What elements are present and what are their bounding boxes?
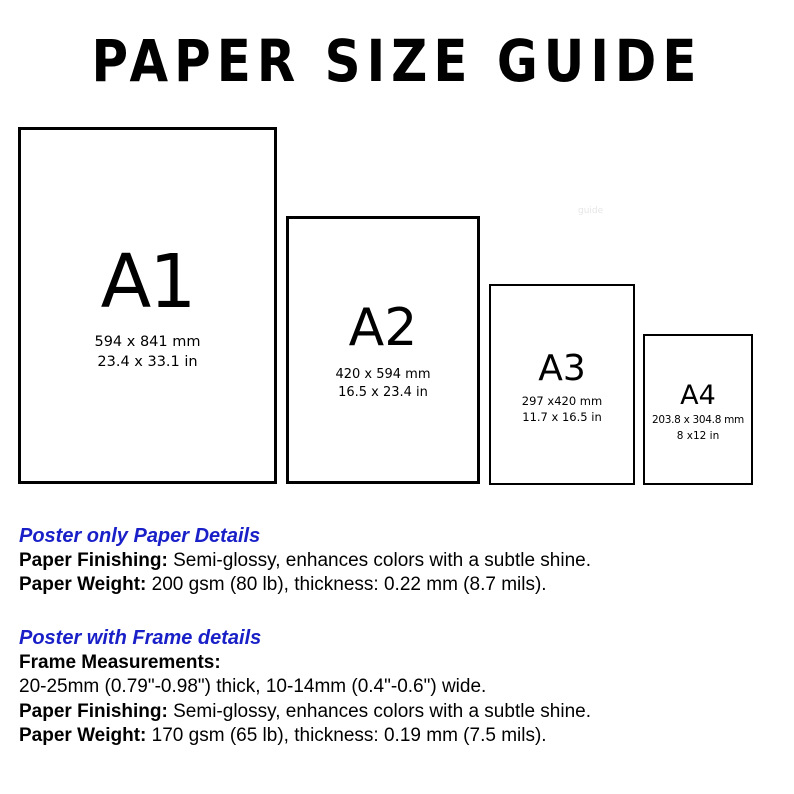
- size-metric-a2: 420 x 594 mm: [335, 367, 431, 382]
- weight-label: Paper Weight:: [19, 725, 147, 746]
- poster-only-heading: Poster only Paper Details: [19, 525, 261, 547]
- size-name-a4: A4: [680, 380, 716, 411]
- paper-size-a3: [489, 284, 635, 485]
- finishing-label: Paper Finishing:: [19, 700, 168, 722]
- size-name-a1: A1: [100, 239, 195, 325]
- size-name-a2: A2: [348, 298, 418, 358]
- finishing-value: Semi-glossy, enhances colors with a subtle shine.: [167, 700, 591, 722]
- paper-size-a2: [286, 216, 480, 484]
- poster-only-finishing: [19, 549, 789, 574]
- size-metric-a1: 594 x 841 mm: [94, 334, 201, 350]
- poster-frame-details: [19, 626, 789, 749]
- weight-value: 170 gsm (65 lb), thickness: 0.19 mm (7.5 mils).: [146, 725, 547, 746]
- size-imperial-a1: 23.4 x 33.1 in: [97, 354, 198, 370]
- paper-size-a1: [18, 127, 277, 484]
- size-name-a3: A3: [538, 348, 586, 389]
- poster-frame-finishing: [19, 700, 789, 725]
- poster-frame-weight: [19, 724, 789, 749]
- poster-only-weight: [19, 573, 789, 598]
- size-imperial-a2: 16.5 x 23.4 in: [338, 385, 428, 400]
- size-imperial-a4: 8 x12 in: [676, 430, 720, 442]
- poster-frame-heading: Poster with Frame details: [19, 627, 262, 649]
- paper-size-a4: [643, 334, 753, 485]
- frame-measurements-label: [19, 651, 789, 676]
- size-imperial-a3: 11.7 x 16.5 in: [522, 410, 602, 424]
- weight-value: 200 gsm (80 lb), thickness: 0.22 mm (8.7 mils).: [146, 574, 547, 595]
- finishing-value: Semi-glossy, enhances colors with a subtle shine.: [167, 549, 591, 571]
- frame-measurements-value: 20-25mm (0.79"-0.98") thick, 10-14mm (0.4"-0.6") wide.: [19, 676, 487, 697]
- frame-label: Frame Measurements:: [19, 651, 221, 673]
- finishing-label: Paper Finishing:: [19, 549, 168, 571]
- page-title: PAPER SIZE GUIDE: [91, 27, 703, 95]
- watermark-text: guide: [578, 206, 604, 216]
- size-metric-a4: 203.8 x 304.8 mm: [651, 414, 744, 426]
- poster-only-details: [19, 524, 789, 598]
- size-metric-a3: 297 x420 mm: [521, 394, 603, 408]
- weight-label: Paper Weight:: [19, 574, 147, 595]
